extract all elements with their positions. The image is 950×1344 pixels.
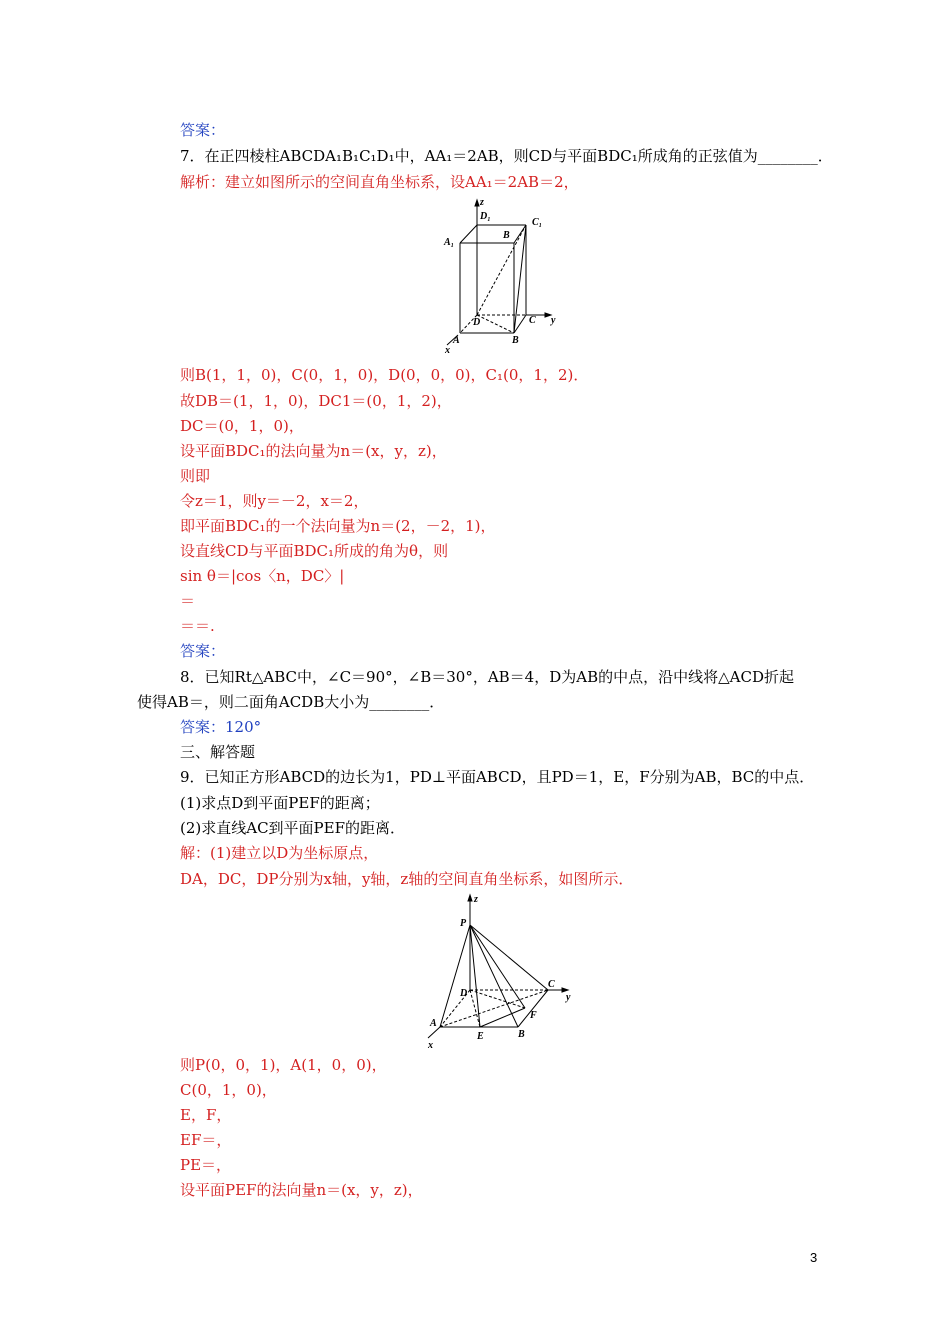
fig2-label: x (428, 1040, 433, 1050)
text-line: 答案：120° (180, 718, 262, 736)
text-line: 即平面BDC₁的一个法向量为n＝(2，－2，1)， (180, 517, 496, 535)
text-line: 则P(0，0，1)，A(1，0，0)， (180, 1056, 387, 1074)
text-line: DC＝(0，1，0)， (180, 417, 304, 435)
text-line: PE＝， (180, 1156, 232, 1174)
fig2-label: F (530, 1010, 537, 1021)
text-line: 解析：建立如图所示的空间直角坐标系，设AA₁＝2AB＝2， (180, 173, 579, 191)
fig2-label: B (518, 1029, 525, 1040)
fig1-label: z (480, 197, 484, 208)
fig1-label: B (503, 230, 510, 241)
text-line: 三、解答题 (180, 743, 256, 761)
text-line: 故DB＝(1，1，0)，DC1＝(0，1，2)， (180, 392, 452, 410)
fig1-label: C (529, 315, 536, 326)
page-number: 3 (810, 1250, 818, 1265)
text-line: EF＝， (180, 1131, 232, 1149)
fig2-label: D (460, 988, 468, 999)
text-line: 设平面PEF的法向量n＝(x，y，z)， (180, 1181, 423, 1199)
fig1-label: A₁ (444, 237, 455, 248)
text-line: 解：(1)建立以D为坐标原点， (180, 844, 379, 862)
fig2-label: A (430, 1018, 437, 1029)
fig1-label: A (453, 335, 460, 346)
text-line: (2)求直线AC到平面PEF的距离． (180, 819, 406, 837)
text-line: (1)求点D到平面PEF的距离； (180, 794, 380, 812)
text-line: sin θ＝|cos〈n，DC〉| (180, 567, 345, 585)
text-line: 使得AB＝，则二面角ACDB大小为________． (137, 693, 445, 711)
text-line: 答案： (180, 121, 226, 139)
fig1-label: B (512, 335, 519, 346)
fig1-label: D₁ (480, 211, 491, 222)
fig2-label: C (548, 979, 555, 990)
text-line: DA，DC，DP分别为x轴，y轴，z轴的空间直角坐标系，如图所示． (180, 870, 634, 888)
fig2-label: y (566, 992, 571, 1003)
text-line: E，F， (180, 1106, 232, 1124)
text-line: ＝ (180, 592, 196, 610)
text-line: 9．已知正方形ABCD的边长为1，PD⊥平面ABCD，且PD＝1，E，F分别为AB，BC的中点． (180, 768, 815, 786)
fig2-label: P (460, 918, 467, 929)
figure-pyramid-diagram (420, 890, 580, 1050)
fig1-label: C₁ (532, 217, 543, 228)
fig1-label: D (473, 317, 481, 328)
text-line: 设平面BDC₁的法向量为n＝(x，y，z)， (180, 442, 447, 460)
text-line: ＝＝. (180, 617, 215, 635)
fig2-label: E (477, 1031, 484, 1042)
text-line: 则B(1，1，0)，C(0，1，0)，D(0，0，0)，C₁(0，1，2)． (180, 366, 589, 384)
text-line: 则即 (180, 467, 211, 485)
text-line: C(0，1，0)， (180, 1081, 277, 1099)
text-line: 答案： (180, 642, 226, 660)
fig1-label: y (551, 315, 556, 326)
text-line: 设直线CD与平面BDC₁所成的角为θ，则 (180, 542, 449, 560)
fig1-label: x (445, 345, 450, 356)
text-line: 8．已知Rt△ABC中，∠C＝90°，∠B＝30°，AB＝4，D为AB的中点，沿中线将△ACD折起 (180, 668, 794, 686)
figure-prism-diagram (430, 195, 570, 360)
text-line: 7．在正四棱柱ABCDA₁B₁C₁D₁中，AA₁＝2AB，则CD与平面BDC₁所成角的正弦值为________． (180, 147, 833, 165)
text-line: 令z＝1，则y＝－2，x＝2， (180, 492, 369, 510)
fig2-label: z (474, 894, 478, 905)
